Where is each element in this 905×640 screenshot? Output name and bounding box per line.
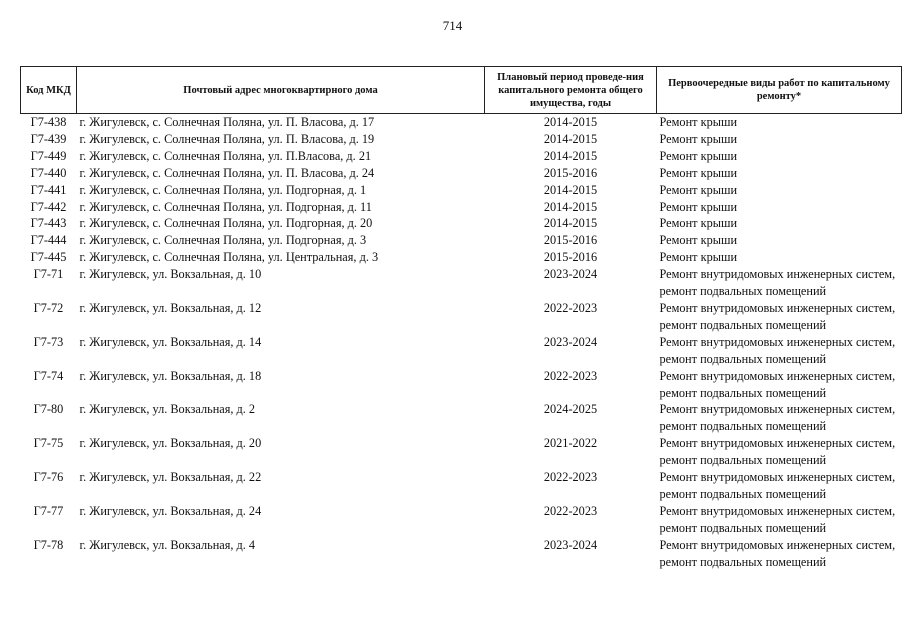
header-works: Первоочередные виды работ по капитальному ремонту* bbox=[657, 67, 902, 114]
table-row bbox=[21, 131, 902, 148]
works-cell: Ремонт крыши bbox=[659, 250, 738, 265]
table-row bbox=[21, 537, 902, 571]
period-cell: 2022-2023 bbox=[543, 368, 598, 383]
address-cell: г. Жигулевск, с. Солнечная Поляна, ул. Подгорная, д. 11 bbox=[79, 199, 372, 214]
period-cell: 2021-2022 bbox=[543, 436, 598, 451]
mkd-code-cell: Г7-443 bbox=[30, 216, 67, 231]
works-cell: Ремонт внутридомовых инженерных систем, ремонт подвальных помещений bbox=[659, 300, 896, 332]
table-row bbox=[21, 114, 902, 131]
address-cell: г. Жигулевск, ул. Вокзальная, д. 20 bbox=[79, 436, 262, 451]
period-cell: 2024-2025 bbox=[543, 402, 598, 417]
works-cell: Ремонт крыши bbox=[659, 115, 738, 129]
period-cell: 2014-2015 bbox=[543, 199, 598, 214]
table-row bbox=[21, 469, 902, 503]
table-row bbox=[21, 401, 902, 435]
works-cell: Ремонт внутридомовых инженерных систем, ремонт подвальных помещений bbox=[659, 436, 896, 468]
mkd-code-cell: Г7-439 bbox=[30, 131, 67, 146]
table-row bbox=[21, 368, 902, 402]
period-cell: 2015-2016 bbox=[543, 250, 598, 265]
works-cell: Ремонт крыши bbox=[659, 182, 738, 197]
mkd-code-cell: Г7-440 bbox=[30, 165, 67, 180]
mkd-code-cell: Г7-444 bbox=[30, 233, 67, 248]
mkd-code-cell: Г7-75 bbox=[33, 436, 64, 451]
mkd-code-cell: Г7-77 bbox=[33, 503, 64, 518]
address-cell: г. Жигулевск, с. Солнечная Поляна, ул. Подгорная, д. 3 bbox=[79, 233, 367, 248]
table-row bbox=[21, 182, 902, 199]
works-cell: Ремонт внутридомовых инженерных систем, ремонт подвальных помещений bbox=[659, 470, 896, 501]
mkd-code-cell: Г7-72 bbox=[33, 300, 64, 315]
table-row bbox=[21, 199, 902, 216]
table-row bbox=[21, 300, 902, 334]
address-cell: г. Жигулевск, ул. Вокзальная, д. 22 bbox=[79, 470, 262, 485]
table-row bbox=[21, 215, 902, 232]
address-cell: г. Жигулевск, ул. Вокзальная, д. 24 bbox=[79, 503, 262, 518]
works-cell: Ремонт крыши bbox=[659, 233, 738, 248]
page-number: 714 bbox=[442, 18, 463, 33]
table-row bbox=[21, 148, 902, 165]
mkd-code-cell: Г7-76 bbox=[33, 470, 64, 485]
address-cell: г. Жигулевск, с. Солнечная Поляна, ул. П. Власова, д. 24 bbox=[79, 165, 375, 180]
period-cell: 2022-2023 bbox=[543, 503, 598, 518]
mkd-code-cell: Г7-74 bbox=[33, 368, 64, 383]
table-row bbox=[21, 266, 902, 300]
header-period: Плановый период проведе-ния капитального ремонта общего имущества, годы bbox=[485, 67, 657, 114]
period-cell: 2014-2015 bbox=[543, 182, 598, 197]
period-cell: 2014-2015 bbox=[543, 148, 598, 163]
header-code: Код МКД bbox=[21, 67, 77, 114]
period-cell: 2014-2015 bbox=[543, 131, 598, 146]
mkd-code-cell: Г7-449 bbox=[30, 148, 67, 163]
period-cell: 2015-2016 bbox=[543, 233, 598, 248]
works-cell: Ремонт внутридомовых инженерных систем, ремонт подвальных помещений bbox=[659, 537, 896, 569]
works-cell: Ремонт крыши bbox=[659, 216, 738, 231]
address-cell: г. Жигулевск, с. Солнечная Поляна, ул. Центральная, д. 3 bbox=[79, 250, 379, 265]
address-cell: г. Жигулевск, ул. Вокзальная, д. 4 bbox=[79, 537, 256, 552]
period-cell: 2022-2023 bbox=[543, 300, 598, 315]
table-row bbox=[21, 165, 902, 182]
table-row bbox=[21, 249, 902, 266]
table-row bbox=[21, 232, 902, 249]
address-cell: г. Жигулевск, с. Солнечная Поляна, ул. П. Власова, д. 17 bbox=[79, 115, 375, 129]
works-cell: Ремонт крыши bbox=[659, 148, 738, 163]
mkd-code-cell: Г7-441 bbox=[30, 182, 67, 197]
capital-repair-table bbox=[20, 66, 902, 570]
address-cell: г. Жигулевск, с. Солнечная Поляна, ул. Подгорная, д. 1 bbox=[79, 182, 367, 197]
mkd-code-cell: Г7-78 bbox=[33, 537, 64, 552]
period-cell: 2023-2024 bbox=[543, 537, 598, 552]
address-cell: г. Жигулевск, ул. Вокзальная, д. 18 bbox=[79, 368, 262, 383]
table-header-row bbox=[21, 67, 902, 114]
period-cell: 2015-2016 bbox=[543, 165, 598, 180]
works-cell: Ремонт крыши bbox=[659, 165, 738, 180]
address-cell: г. Жигулевск, ул. Вокзальная, д. 14 bbox=[79, 334, 262, 349]
header-address: Почтовый адрес многоквартирного дома bbox=[77, 67, 485, 114]
works-cell: Ремонт внутридомовых инженерных систем, ремонт подвальных помещений bbox=[659, 267, 896, 299]
period-cell: 2014-2015 bbox=[543, 216, 598, 231]
table-row bbox=[21, 503, 902, 537]
mkd-code-cell: Г7-438 bbox=[30, 115, 67, 129]
table-row bbox=[21, 435, 902, 469]
mkd-code-cell: Г7-445 bbox=[30, 250, 67, 265]
works-cell: Ремонт внутридомовых инженерных систем, ремонт подвальных помещений bbox=[659, 334, 896, 366]
period-cell: 2022-2023 bbox=[543, 470, 598, 485]
address-cell: г. Жигулевск, ул. Вокзальная, д. 12 bbox=[79, 300, 262, 315]
works-cell: Ремонт крыши bbox=[659, 131, 738, 146]
address-cell: г. Жигулевск, с. Солнечная Поляна, ул. П. Власова, д. 19 bbox=[79, 131, 375, 146]
period-cell: 2014-2015 bbox=[543, 115, 598, 129]
works-cell: Ремонт внутридомовых инженерных систем, ремонт подвальных помещений bbox=[659, 402, 896, 434]
mkd-code-cell: Г7-442 bbox=[30, 199, 67, 214]
table-row bbox=[21, 334, 902, 368]
address-cell: г. Жигулевск, с. Солнечная Поляна, ул. П.Власова, д. 21 bbox=[79, 148, 372, 163]
mkd-code-cell: Г7-71 bbox=[33, 267, 64, 282]
address-cell: г. Жигулевск, с. Солнечная Поляна, ул. Подгорная, д. 20 bbox=[79, 216, 373, 231]
works-cell: Ремонт внутридомовых инженерных систем, ремонт подвальных помещений bbox=[659, 503, 896, 535]
table-body bbox=[21, 114, 902, 571]
works-cell: Ремонт внутридомовых инженерных систем, ремонт подвальных помещений bbox=[659, 368, 896, 400]
address-cell: г. Жигулевск, ул. Вокзальная, д. 2 bbox=[79, 402, 256, 417]
works-cell: Ремонт крыши bbox=[659, 199, 738, 214]
mkd-code-cell: Г7-80 bbox=[33, 402, 64, 417]
period-cell: 2023-2024 bbox=[543, 334, 598, 349]
mkd-code-cell: Г7-73 bbox=[33, 334, 64, 349]
period-cell: 2023-2024 bbox=[543, 267, 598, 282]
address-cell: г. Жигулевск, ул. Вокзальная, д. 10 bbox=[79, 267, 262, 282]
